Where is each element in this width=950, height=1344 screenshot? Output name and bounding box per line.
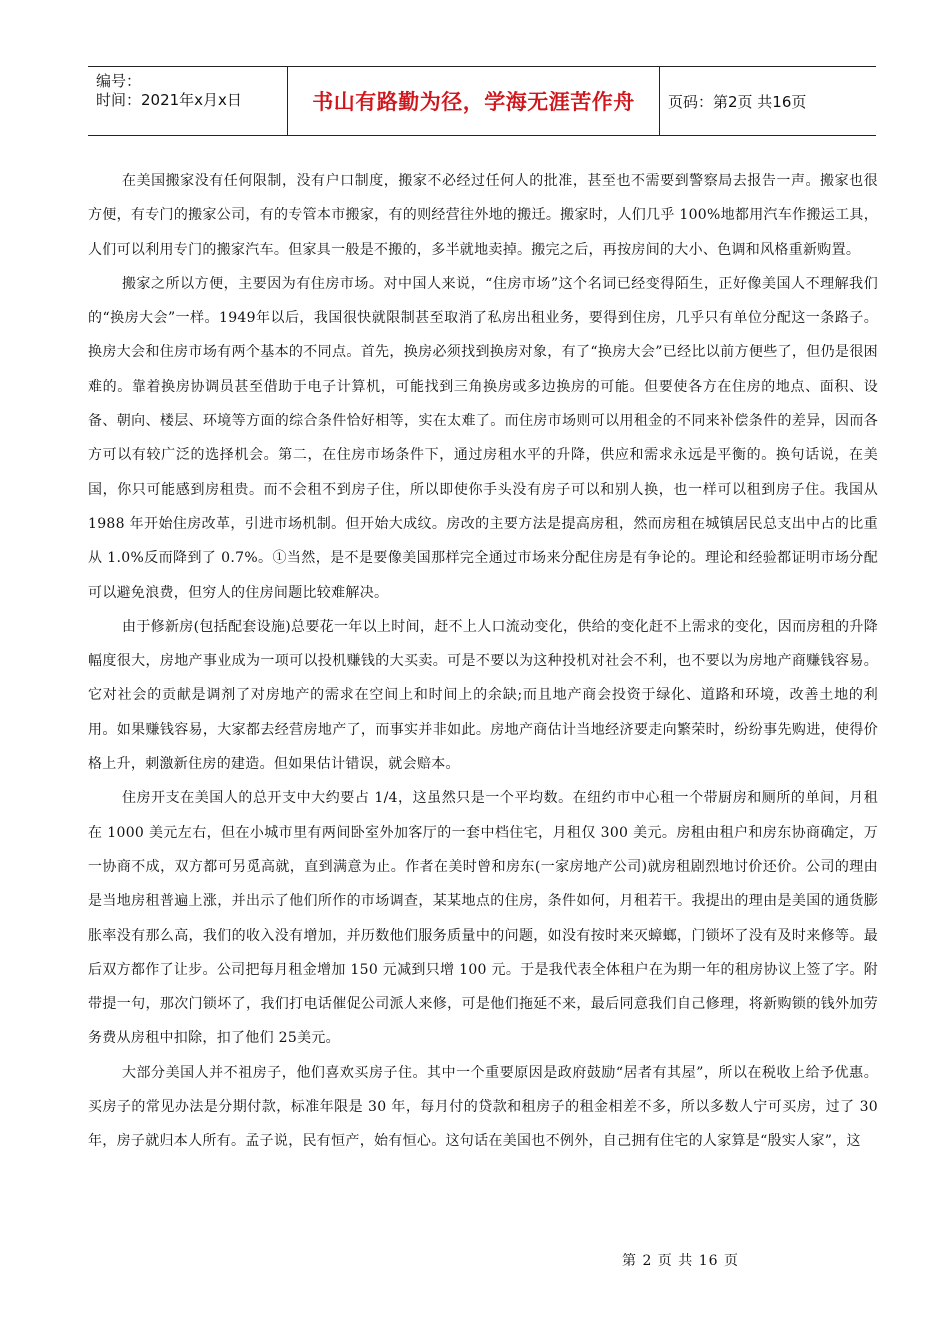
document-time-label: 时间：2021年x月x日	[96, 91, 242, 109]
paragraph-home-buying: 大部分美国人并不祖房子，他们喜欢买房子住。其中一个重要原因是政府鼓励“居者有其屋”，所以在税收上给予优惠。买房子的常见办法是分期付款，标准年限是 30 年，每月付的贷款和租房子的租金相差不多，所以多数人宁可买房，过了 30年，房子就归本人所有。孟子说，民有恒产，始有恒心。这句话在美国也不例外，自己拥有住宅的人家算是“殷实人家”，这	[88, 1064, 878, 1150]
paragraph-rent-costs: 住房开支在美国人的总开支中大约要占 1/4，这虽然只是一个平均数。在纽约市中心租一个带厨房和厕所的单间，月租在 1000 美元左右，但在小城市里有两间卧室外加客厅的一套中档住宅，月租仅 300 美元。房租由租户和房东协商确定，万一协商不成，双方都可另觅高就，直到满意为止。作者在美时曾和房东(一家房地产公司)就房租剧烈地讨价还价。公司的理由是当地房租普遍上涨，并出示了他们所作的市场调查，某某地点的住房，条件如何，月租若干。我提出的理由是美国的通货膨胀率没有那么高，我们的收入没有增加，并历数他们服务质量中的问题，如没有按时来灭蟑螂，门锁坏了没有及时来修等。最后双方都作了让步。公司把每月租金增加 150 元减到只增 100 元。于是我代表全体租户在为期一年的租房协议上签了字。附带提一句，那次门锁坏了，我们打电话催促公司派人来修，可是他们拖延不来，最后同意我们自己修理，将新购锁的钱外加劳务费从房租中扣除，扣了他们 25美元。	[88, 790, 878, 1047]
paragraph-housing-market: 搬家之所以方便，主要因为有住房市场。对中国人来说，“住房市场”这个名词已经变得陌生，正好像美国人不理解我们的“换房大会”一样。1949年以后，我国很快就限制甚至取消了私房出租业务，要得到住房，几乎只有单位分配这一条路子。换房大会和住房市场有两个基本的不同点。首先，换房必须找到换房对象，有了“换房大会”已经比以前方便些了，但仍是很困难的。靠着换房协调员甚至借助于电子计算机，可能找到三角换房或多边换房的可能。但要使各方在住房的地点、面积、设备、朝向、楼层、环境等方面的综合条件恰好相等，实在太难了。而住房市场则可以用租金的不同来补偿条件的差异，因而各方可以有较广泛的选择机会。第二，在住房市场条件下，通过房租水平的升降，供应和需求永远是平衡的。换句话说，在美国，你只可能感到房租贵。而不会租不到房子住，所以即使你手头没有房子可以和别人换，也一样可以租到房子住。我国从 1988 年开始住房改革，引进市场机制。但开始大成纹。房改的主要方法是提高房租，然而房租在城镇居民总支出中占的比重从 1.0%反而降到了 0.7%。①当然，是不是要像美国那样完全通过市场来分配住房是有争论的。理论和经验都证明市场分配可以避免浪费，但穷人的住房间题比较难解决。	[88, 275, 878, 601]
paragraph-real-estate-speculation: 由于修新房(包括配套设施)总要花一年以上时间，赶不上人口流动变化，供给的变化赶不上需求的变化，因而房租的升降幅度很大，房地产事业成为一项可以投机赚钱的大买卖。可是不要以为这种投机对社会不利，也不要以为房地产商赚钱容易。它对社会的贡献是调剂了对房地产的需求在空间上和时间上的余缺;而且地产商会投资于绿化、道路和环境，改善土地的利用。如果赚钱容易，大家都去经营房地产了，而事实并非如此。房地产商估计当地经济要走向繁荣时，纷纷事先购进，使得价格上升，刺激新住房的建造。但如果估计错误，就会赔本。	[88, 618, 878, 773]
page-header	[88, 66, 876, 136]
header-meta	[88, 67, 288, 135]
document-number-label: 编号：	[96, 72, 142, 90]
header-page-number: 页码：第2页 共16页	[668, 92, 807, 111]
page-footer: 第 2 页 共 16 页	[622, 1253, 739, 1269]
document-body	[88, 164, 878, 1159]
paragraph-moving-freedom: 在美国搬家没有任何限制，没有户口制度，搬家不必经过任何人的批准，甚至也不需要到警察局去报告一声。搬家也很方便，有专门的搬家公司，有的专管本市搬家，有的则经营往外地的搬迁。搬家时，人们几乎 100%地都用汽车作搬运工具，人们可以利用专门的搬家汽车。但家具一般是不搬的，多半就地卖掉。搬完之后，再按房间的大小、色调和风格重新购置。	[88, 173, 878, 258]
header-motto: 书山有路勤为径，学海无涯苦作舟	[288, 67, 660, 135]
